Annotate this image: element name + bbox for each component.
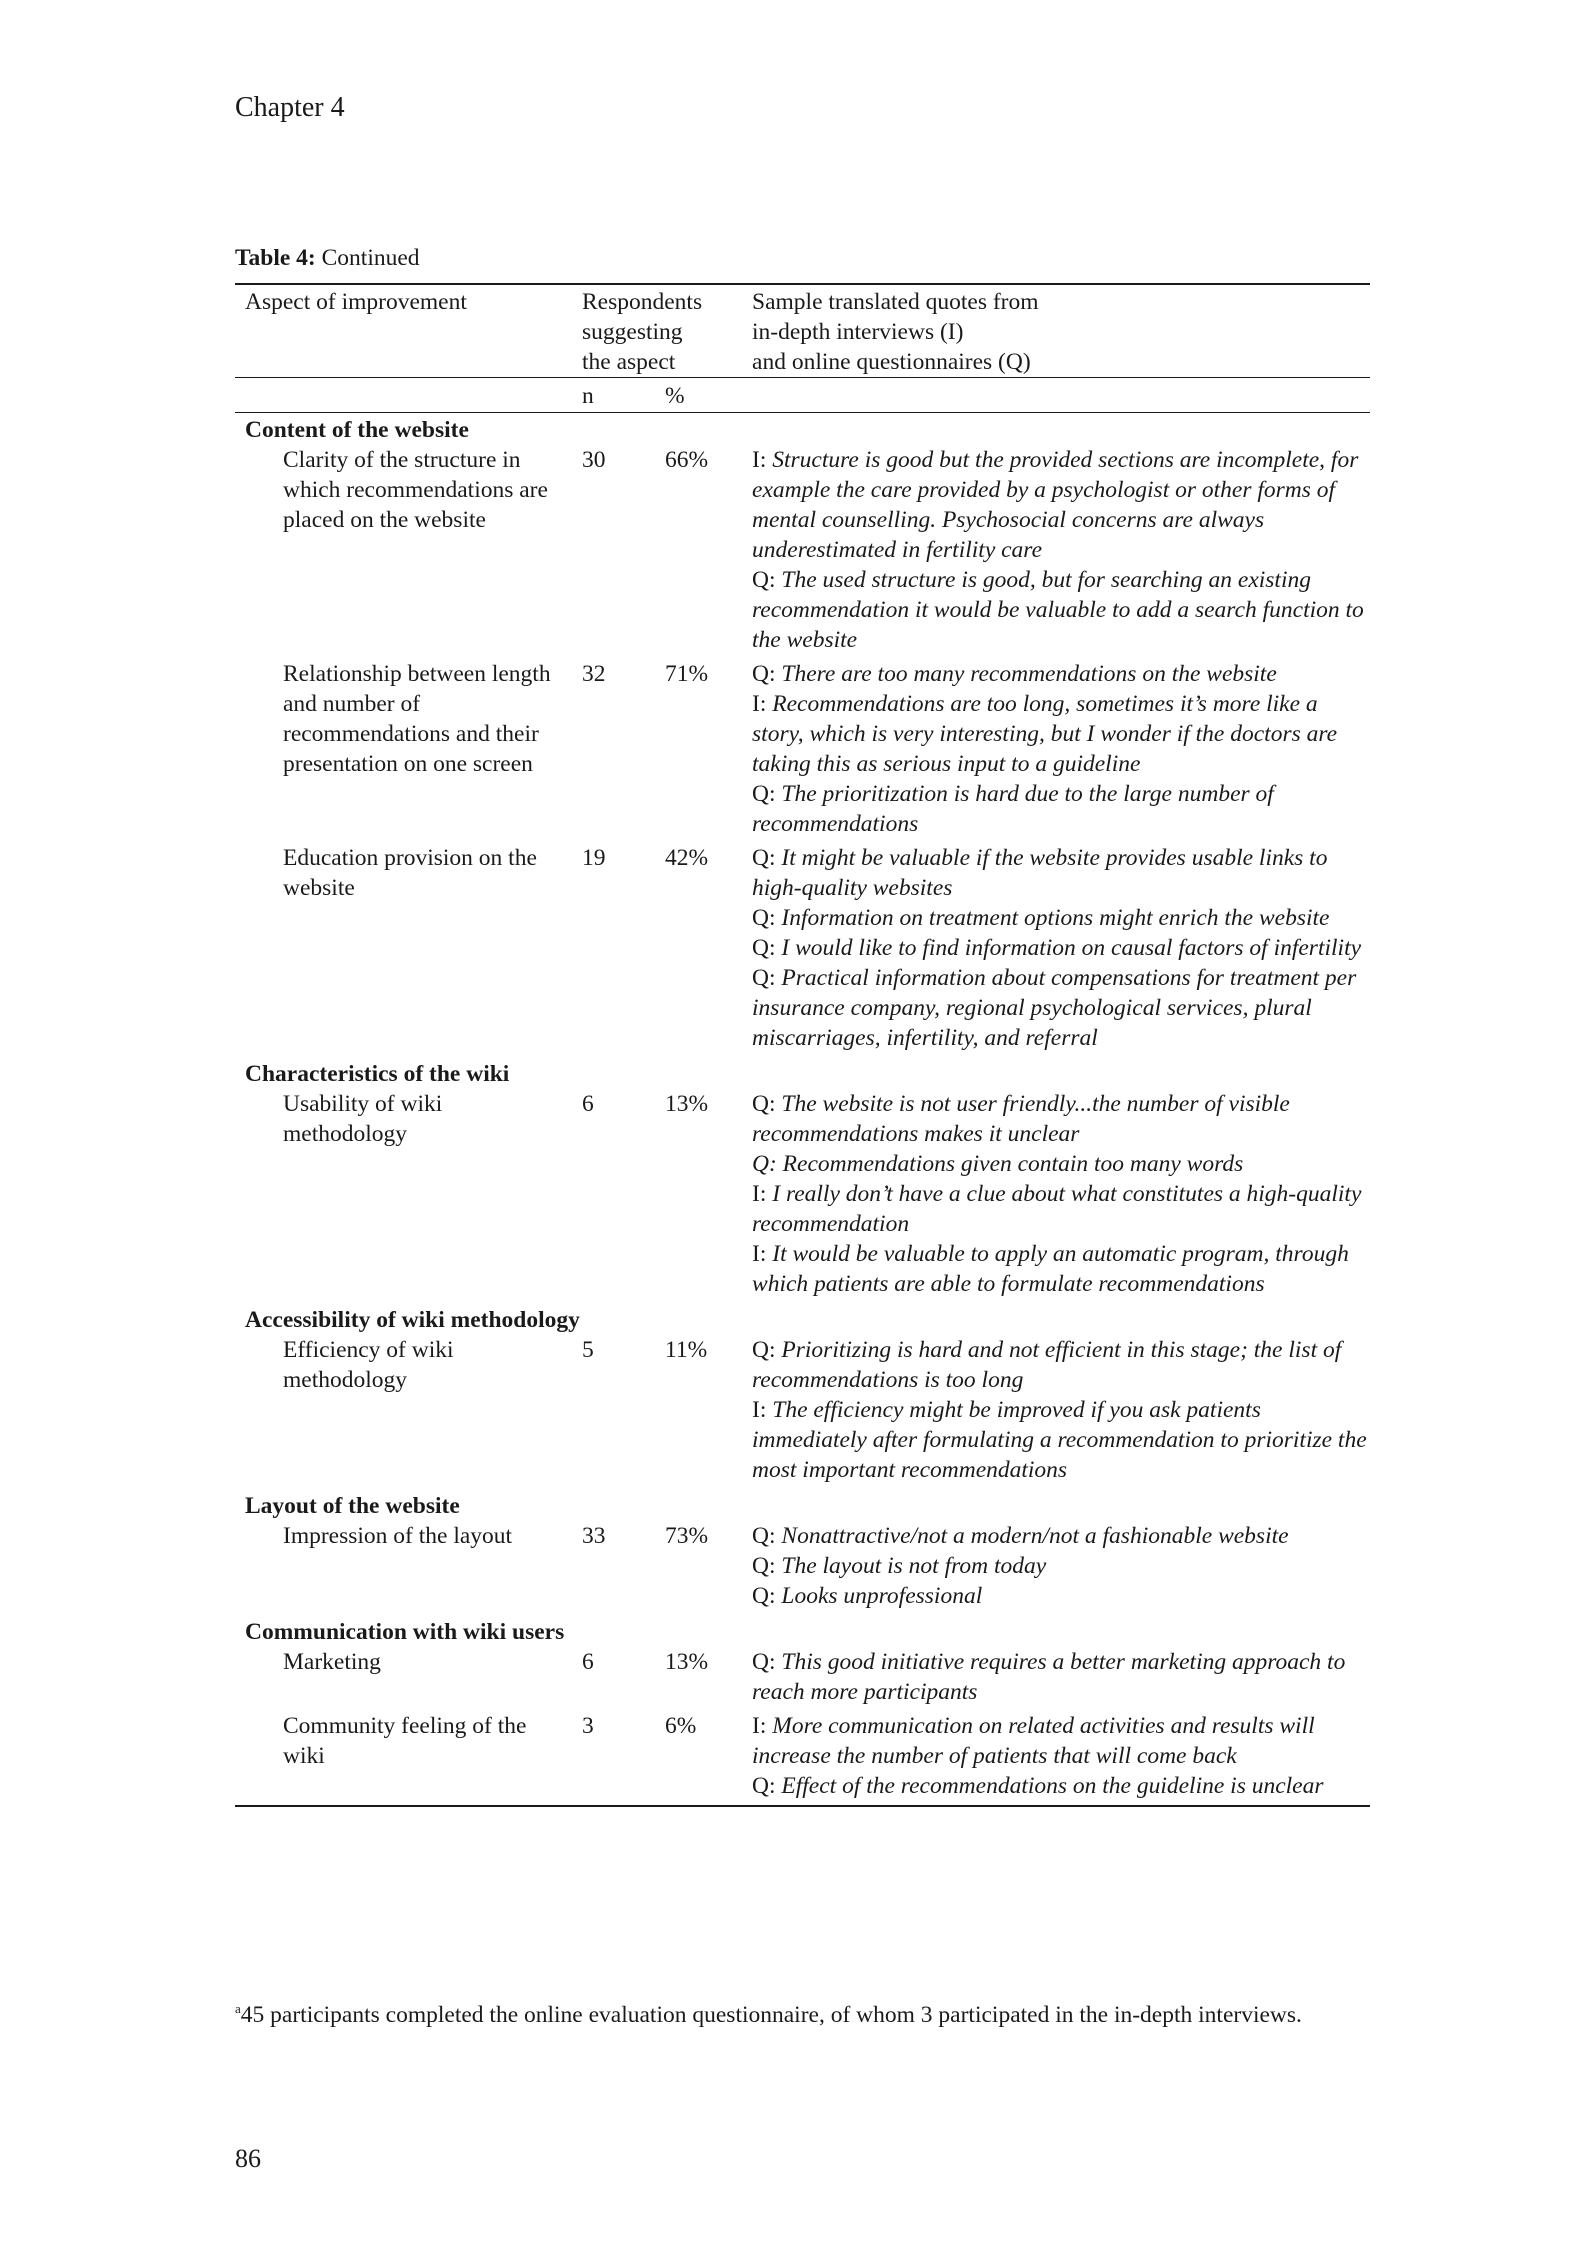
aspect-cell: Usability of wiki methodology	[283, 1091, 443, 1148]
quote-text: This good initiative requires a better marketing approach to reach more participants	[752, 1649, 1346, 1706]
table-row	[235, 1647, 1370, 1711]
quote-source-tag: Q:	[752, 935, 782, 962]
quote-line	[752, 1711, 1370, 1771]
running-head: Chapter 4	[235, 92, 345, 123]
aspect-cell: Marketing	[283, 1649, 381, 1676]
quote-text: The layout is not from today	[781, 1553, 1047, 1580]
table-row	[235, 1089, 1370, 1303]
quote-source-tag: I:	[752, 691, 773, 718]
improvement-table	[235, 283, 1370, 1807]
section-title: Layout of the website	[245, 1493, 460, 1520]
quote-source-tag: I:	[752, 1181, 773, 1208]
aspect-cell: Impression of the layout	[283, 1523, 513, 1550]
quotes-cell	[750, 1089, 1370, 1303]
quote-text: Prioritizing is hard and not efficient in this stage; the list of recommendations is too long	[752, 1337, 1342, 1394]
quote-line	[752, 903, 1370, 933]
section-title: Communication with wiki users	[245, 1619, 565, 1646]
table-body	[235, 413, 1370, 1807]
n-cell: 6	[582, 1649, 594, 1676]
n-cell: 5	[582, 1337, 594, 1364]
percent-cell: 11%	[665, 1337, 708, 1364]
section-row	[235, 1489, 1370, 1521]
n-cell: 33	[582, 1523, 606, 1550]
quote-text: Structure is good but the provided sections are incomplete, for example the care provided by a psychologist or other forms of mental counselling. Psychosocial concerns are always underestimated in fertility care	[752, 447, 1359, 564]
header-respondents-line: Respondents	[582, 289, 703, 316]
section-title: Content of the website	[245, 417, 469, 444]
header-quotes-line: and online questionnaires (Q)	[752, 349, 1031, 376]
table-row	[235, 1521, 1370, 1615]
header-quotes-line: Sample translated quotes from	[752, 289, 1039, 316]
footnote-mark: a	[235, 2001, 241, 2017]
subheader-pct: %	[665, 378, 750, 413]
quote-source-tag: Q:	[752, 965, 782, 992]
table-caption	[235, 244, 1370, 272]
quotes-cell	[750, 1711, 1370, 1806]
quotes-cell	[750, 1335, 1370, 1489]
quote-line	[752, 963, 1370, 1053]
quote-line	[752, 445, 1370, 565]
aspect-cell: Relationship between length and number of recommendations and their presentation on one screen	[283, 661, 551, 778]
quote-source-tag: Q:	[752, 1649, 782, 1676]
section-title: Characteristics of the wiki	[245, 1061, 510, 1088]
quote-line	[752, 1521, 1370, 1551]
table-row	[235, 659, 1370, 843]
quotes-cell	[750, 1647, 1370, 1711]
quote-text: The efficiency might be improved if you ask patients immediately after formulating a recommendation to prioritize the most important recommendations	[752, 1397, 1367, 1484]
quote-text: Nonattractive/not a modern/not a fashionable website	[781, 1523, 1289, 1550]
quote-text: I really don’t have a clue about what constitutes a high-quality recommendation	[752, 1181, 1362, 1238]
quote-text: There are too many recommendations on the website	[781, 661, 1277, 688]
quote-text: Q: Recommendations given contain too many words	[752, 1151, 1244, 1178]
quote-source-tag: Q:	[752, 661, 782, 688]
quotes-cell	[750, 445, 1370, 659]
aspect-cell: Community feeling of the wiki	[235, 1711, 580, 1806]
quote-line	[752, 933, 1370, 963]
subheader-empty	[750, 378, 1370, 413]
quote-line	[752, 843, 1370, 903]
table-row	[235, 843, 1370, 1057]
quote-text: Practical information about compensations for treatment per insurance company, regional psychological services, plural miscarriages, infertility, and referral	[752, 965, 1357, 1052]
quote-source-tag: I:	[752, 1397, 773, 1424]
quote-source-tag: Q:	[752, 781, 782, 808]
quote-text: I would like to find information on causal factors of infertility	[781, 935, 1362, 962]
header-respondents-line: the aspect	[582, 349, 676, 376]
header-quotes	[750, 284, 1370, 378]
quote-text: Information on treatment options might enrich the website	[781, 905, 1330, 932]
section-row	[235, 1303, 1370, 1335]
n-cell: 3	[580, 1711, 665, 1806]
percent-cell: 66%	[665, 447, 709, 474]
quote-source-tag: Q:	[752, 1583, 782, 1610]
quote-source-tag: Q:	[752, 1773, 782, 1800]
percent-cell: 13%	[665, 1091, 709, 1118]
quote-line	[752, 1395, 1370, 1485]
quote-source-tag: Q:	[752, 905, 782, 932]
table-row	[235, 445, 1370, 659]
header-respondents-line: suggesting	[582, 319, 683, 346]
table-row	[235, 1335, 1370, 1489]
quote-text: It might be valuable if the website provides usable links to high-quality websites	[752, 845, 1328, 902]
aspect-cell: Efficiency of wiki methodology	[283, 1337, 454, 1394]
percent-cell: 42%	[665, 845, 709, 872]
quote-line	[752, 1335, 1370, 1395]
n-cell: 30	[582, 447, 606, 474]
quote-text: The used structure is good, but for searching an existing recommendation it would be valuable to add a search function to the website	[752, 567, 1364, 654]
quotes-cell	[750, 659, 1370, 843]
header-row	[235, 284, 1370, 378]
quote-line	[752, 1581, 1370, 1611]
quote-line	[752, 659, 1370, 689]
section-row	[235, 413, 1370, 446]
percent-cell: 13%	[665, 1649, 709, 1676]
quote-line	[752, 1239, 1370, 1299]
page-number: 86	[235, 2144, 261, 2173]
quote-source-tag: Q:	[752, 1337, 782, 1364]
header-aspect: Aspect of improvement	[235, 284, 580, 378]
table-caption-label: Table 4:	[235, 245, 316, 271]
quote-text: Looks unprofessional	[781, 1583, 983, 1610]
section-row	[235, 1615, 1370, 1647]
quote-source-tag: Q:	[752, 1091, 782, 1118]
aspect-cell: Clarity of the structure in which recommendations are placed on the website	[283, 447, 548, 534]
quote-source-tag: Q:	[752, 1523, 782, 1550]
section-row	[235, 1057, 1370, 1089]
table-row	[235, 1711, 1370, 1806]
quote-line	[752, 779, 1370, 839]
n-cell: 6	[582, 1091, 594, 1118]
subheader-n: n	[580, 378, 665, 413]
quote-source-tag: I:	[752, 447, 773, 474]
table-container	[235, 244, 1370, 1807]
header-quotes-line: in-depth interviews (I)	[752, 319, 964, 346]
quote-line	[752, 1179, 1370, 1239]
quotes-cell	[750, 843, 1370, 1057]
quote-line	[752, 1771, 1370, 1801]
quote-source-tag: I:	[752, 1713, 773, 1740]
table-caption-text: Continued	[315, 245, 420, 271]
aspect-cell: Education provision on the website	[283, 845, 537, 902]
percent-cell: 73%	[665, 1523, 709, 1550]
percent-cell: 71%	[665, 661, 709, 688]
n-cell: 19	[582, 845, 606, 872]
quote-text: More communication on related activities and results will increase the number of patients that will come back	[752, 1713, 1315, 1770]
table-footnote	[235, 2000, 1370, 2031]
header-respondents	[580, 284, 750, 378]
quote-source-tag: I:	[752, 1241, 773, 1268]
quote-source-tag: Q:	[752, 567, 782, 594]
footnote-text: 45 participants completed the online evaluation questionnaire, of whom 3 participated in the in-depth interviews.	[240, 2002, 1302, 2028]
section-title: Accessibility of wiki methodology	[245, 1307, 580, 1334]
subheader-empty	[235, 378, 580, 413]
quote-line	[752, 689, 1370, 779]
quote-text: The website is not user friendly...the number of visible recommendations makes it unclear	[752, 1091, 1290, 1148]
quote-line	[752, 1089, 1370, 1149]
quote-line	[752, 565, 1370, 655]
quote-text: Effect of the recommendations on the guideline is unclear	[781, 1773, 1324, 1800]
quote-text: The prioritization is hard due to the large number of recommendations	[752, 781, 1274, 838]
quotes-cell	[750, 1521, 1370, 1615]
quote-line	[752, 1551, 1370, 1581]
quote-source-tag: Q:	[752, 845, 782, 872]
quote-text: Recommendations are too long, sometimes it’s more like a story, which is very interesting, but I wonder if the doctors are taking this as serious input to a guideline	[752, 691, 1338, 778]
quote-text: It would be valuable to apply an automatic program, through which patients are able to formulate recommendations	[752, 1241, 1349, 1298]
percent-cell: 6%	[665, 1711, 750, 1806]
n-cell: 32	[582, 661, 606, 688]
quote-source-tag: Q:	[752, 1553, 782, 1580]
subheader-row	[235, 378, 1370, 413]
quote-line	[752, 1149, 1370, 1179]
quote-line	[752, 1647, 1370, 1707]
